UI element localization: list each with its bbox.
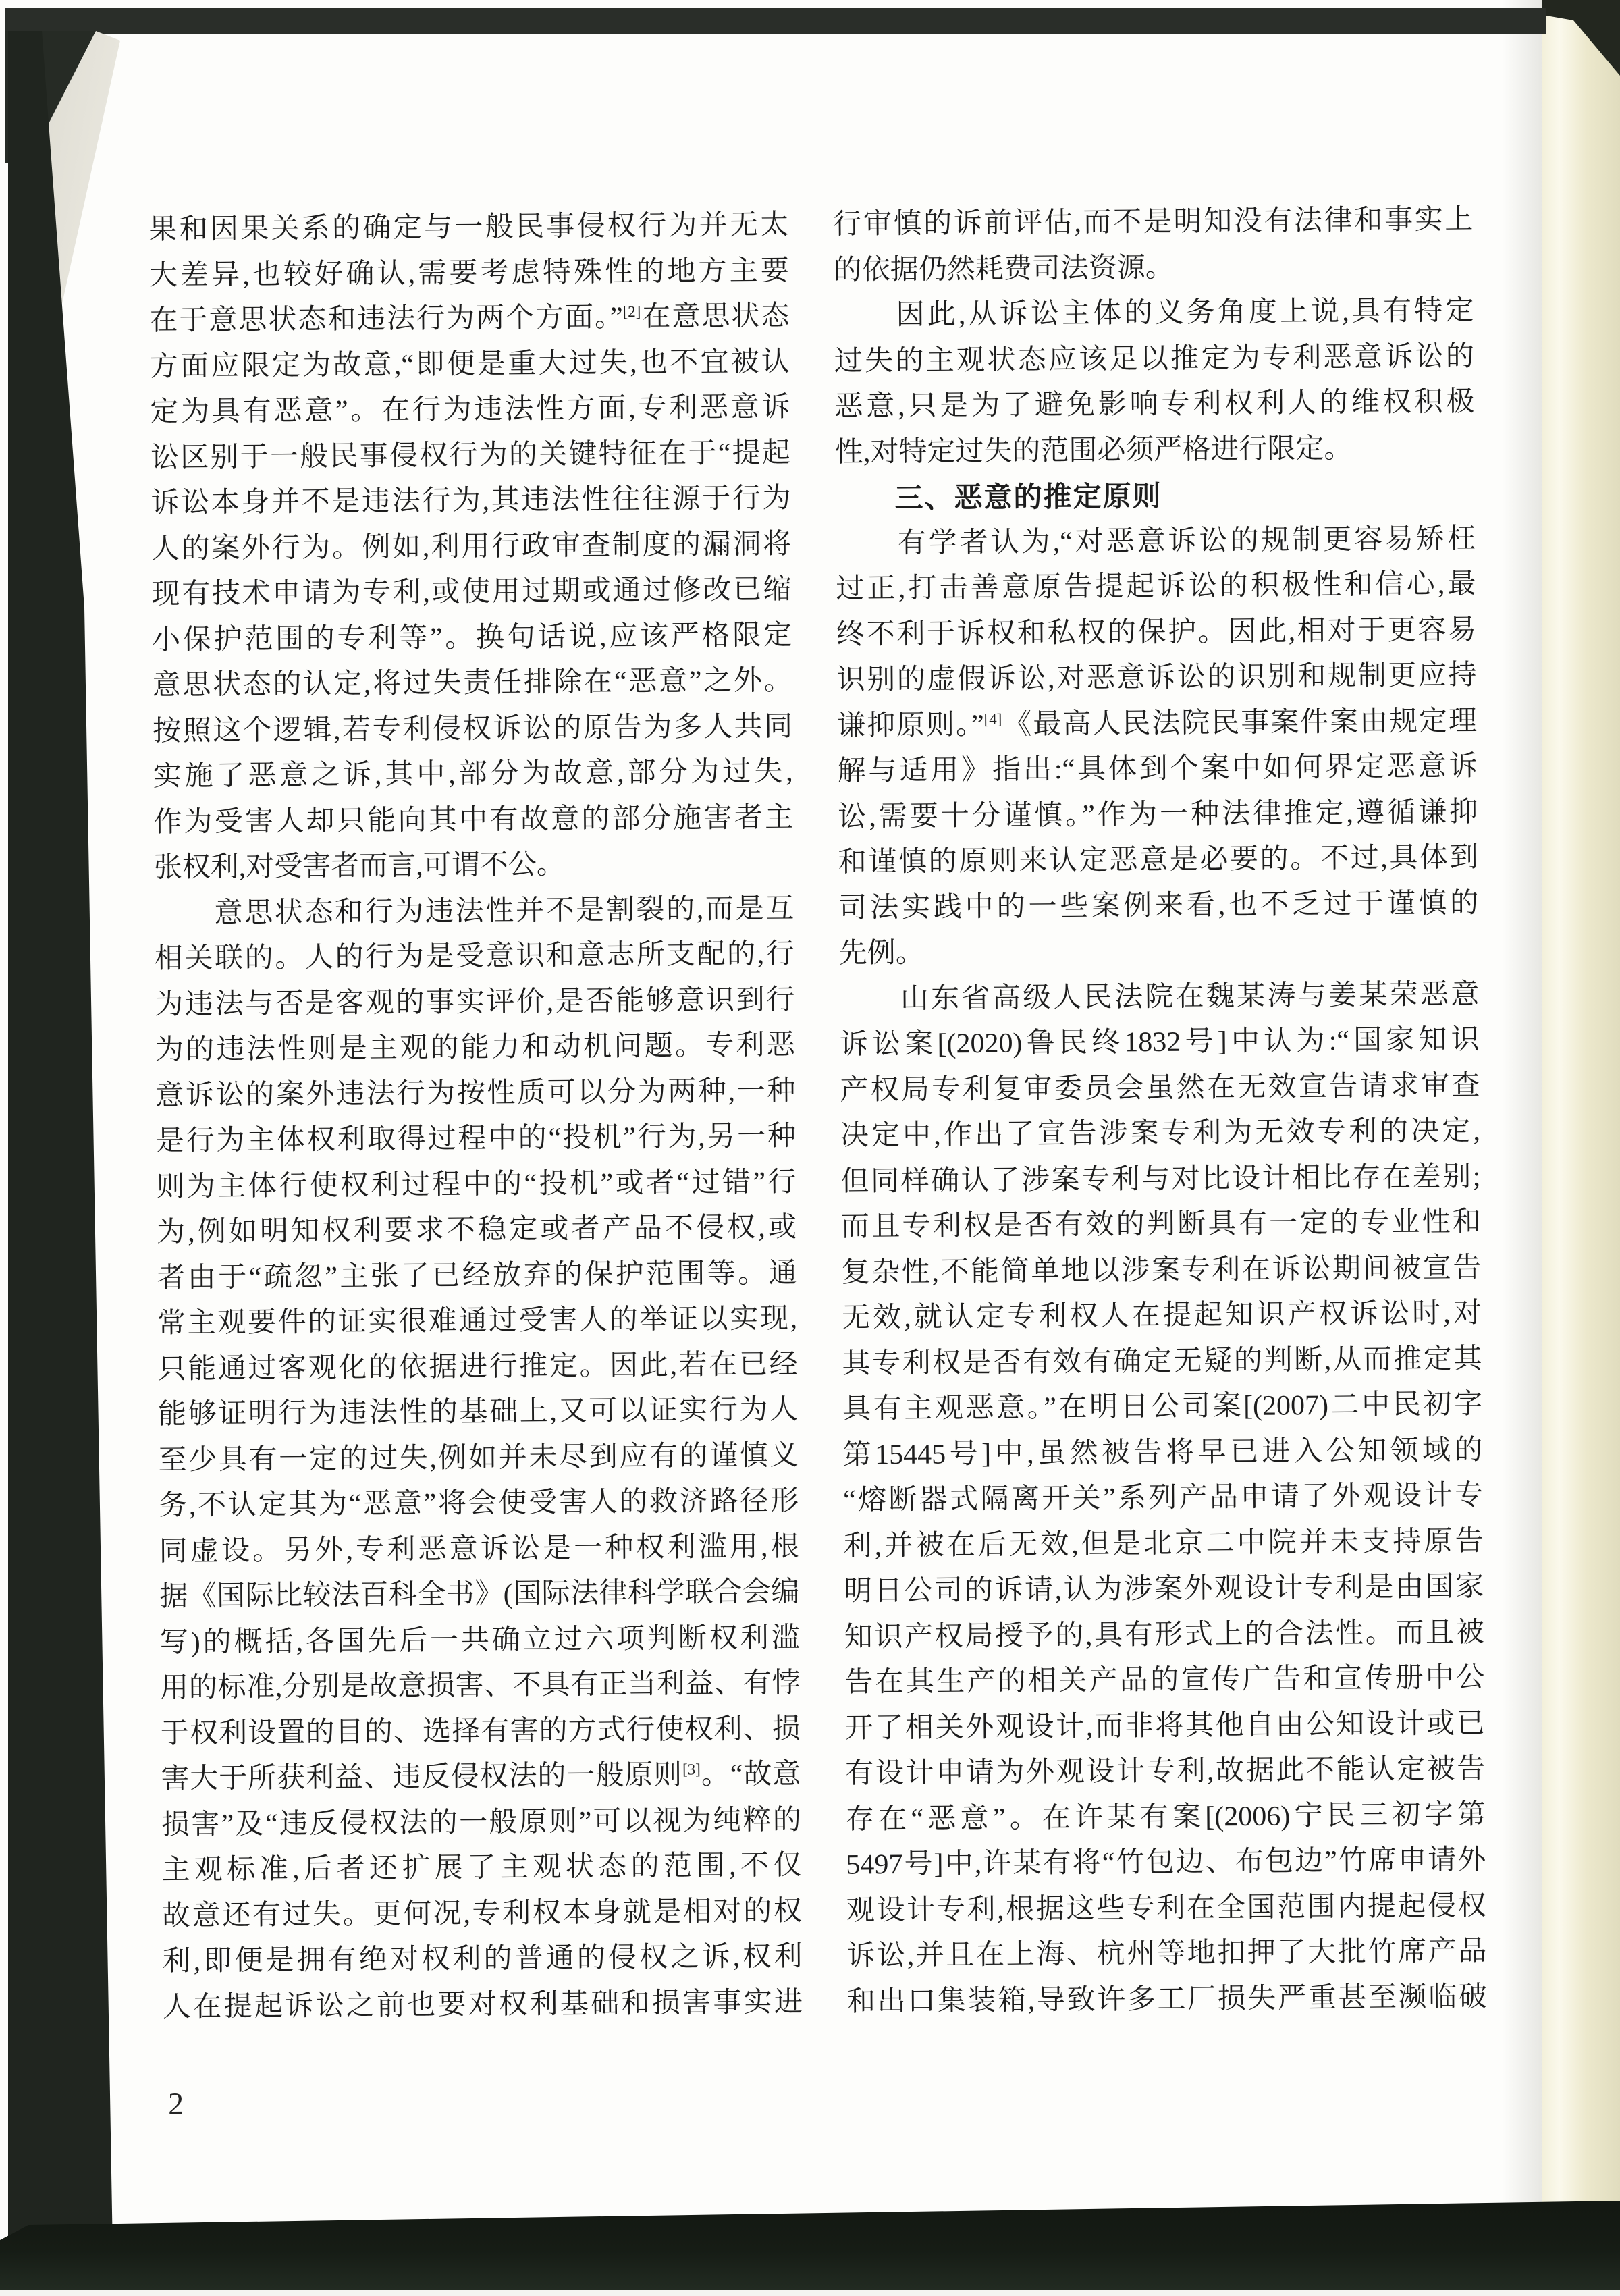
text-line: 为违法与否是客观的事实评价,是否能够意识到行: [155, 984, 795, 1021]
text-line: “熔断器式隔离开关”系列产品申请了外观设计专: [842, 1480, 1484, 1516]
text-line: 至少具有一定的过失,例如并未尽到应有的谨慎义: [158, 1439, 799, 1476]
text-line: 第15445号]中,虽然被告将早已进入公知领域的: [842, 1434, 1483, 1471]
text-line: 在于意思状态和违法行为两个方面。”[2]在意思状态: [149, 300, 790, 337]
text-line: 张权利,对受害者而言,可谓不公。: [153, 849, 565, 884]
text-line: 人在提起诉讼之前也要对权利基础和损害事实进: [162, 1986, 803, 2023]
text-line: 决定中,作出了宣告涉案专利为无效专利的决定,: [840, 1115, 1481, 1152]
text-line: 讼,需要十分谨慎。”作为一种法律推定,遵循谦抑: [838, 796, 1478, 833]
text-line: 过失的主观状态应该足以推定为专利恶意诉讼的: [834, 340, 1475, 377]
text-line: 按照这个逻辑,若专利侵权诉讼的原告为多人共同: [152, 710, 793, 747]
text-line: 有学者认为,“对恶意诉讼的规制更容易矫枉: [835, 523, 1476, 560]
text-line: 的依据仍然耗费司法资源。: [833, 252, 1174, 286]
text-line: 大差异,也较好确认,需要考虑特殊性的地方主要: [148, 255, 790, 292]
text-line: 诉讼本身并不是违法行为,其违法性往往源于行为: [151, 483, 791, 519]
text-line: 诉讼案[(2020)鲁民终1832号]中认为:“国家知识: [839, 1024, 1480, 1061]
text-line: 诉讼,并且在上海、杭州等地扣押了大批竹席产品: [846, 1935, 1487, 1972]
text-line: 5497号]中,许某有将“竹包边、布包边”竹席申请外: [846, 1844, 1486, 1881]
text-line: 意诉讼的案外违法行为按性质可以分为两种,一种: [155, 1075, 796, 1112]
text-line: 解与适用》指出:“具体到个案中如何界定恶意诉: [837, 751, 1478, 787]
text-line: 常主观要件的证实很难通过受害人的举证以实现,: [157, 1303, 798, 1339]
text-line: 定为具有恶意”。在行为违法性方面,专利恶意诉: [150, 392, 790, 428]
text-line: 无效,就认定专利权人在提起知识产权诉讼时,对: [841, 1298, 1482, 1334]
section-heading: 三、恶意的推定原则: [835, 479, 1162, 515]
text-line: 能够证明行为违法性的基础上,又可以证实行为人: [157, 1394, 799, 1431]
text-line: 意思状态的认定,将过失责任排除在“恶意”之外。: [152, 665, 792, 701]
text-line: 只能通过客观化的依据进行推定。因此,若在已经: [157, 1348, 798, 1385]
text-line: 明日公司的诉请,认为涉案外观设计专利是由国家: [844, 1571, 1484, 1607]
text-line: 现有技术申请为专利,或使用过期或通过修改已缩: [151, 574, 792, 610]
text-line: 据《国际比较法百科全书》(国际法律科学联合会编: [159, 1576, 800, 1613]
right-column: [833, 197, 1487, 2025]
text-line: 因此,从诉讼主体的义务角度上说,具有特定: [834, 295, 1474, 331]
text-line: 为,例如明知权利要求不稳定或者产品不侵权,或: [156, 1212, 797, 1248]
text-line: 先例。: [838, 937, 924, 969]
text-line: 利,即便是拥有绝对权利的普通的侵权之诉,权利: [162, 1941, 803, 1977]
text-line: 小保护范围的专利等”。换句话说,应该严格限定: [151, 619, 792, 656]
text-line: 果和因果关系的确定与一般民事侵权行为并无太: [148, 209, 789, 246]
text-line: 为的违法性则是主观的能力和动机问题。专利恶: [155, 1030, 796, 1066]
text-line: 于权利设置的目的、选择有害的方式行使权利、损: [160, 1713, 801, 1750]
text-line: 务,不认定其为“恶意”将会使受害人的救济路径形: [158, 1485, 799, 1522]
text-line: 意思状态和行为违法性并不是割裂的,而是互: [154, 892, 794, 930]
text-line: 有设计申请为外观设计专利,故据此不能认定被告: [845, 1753, 1486, 1790]
text-line: 相关联的。人的行为是受意识和意志所支配的,行: [154, 938, 794, 975]
text-line: 司法实践中的一些案例来看,也不乏过于谨慎的: [838, 887, 1479, 924]
text-line: 终不利于诉权和私权的保护。因此,相对于更容易: [836, 614, 1477, 651]
text-line: 写)的概括,各国先后一共确立过六项判断权利滥: [159, 1622, 800, 1659]
text-line: 则为主体行使权利过程中的“投机”或者“过错”行: [156, 1166, 796, 1203]
text-line: 利,并被在后无效,但是北京二中院并未支持原告: [843, 1525, 1484, 1562]
text-line: 行审慎的诉前评估,而不是明知没有法律和事实上: [833, 204, 1474, 240]
text-line: 但同样确认了涉案专利与对比设计相比存在差别;: [840, 1160, 1481, 1198]
text-line: 讼区别于一般民事侵权行为的关键特征在于“提起: [150, 437, 791, 474]
text-line: 恶意,只是为了避免影响专利权利人的维权积极: [834, 386, 1475, 423]
text-line: 损害”及“违反侵权法的一般原则”可以视为纯粹的: [161, 1804, 802, 1841]
text-line: 告在其生产的相关产品的宣传广告和宣传册中公: [844, 1662, 1485, 1699]
text-line: 性,对特定过失的范围必须严格进行限定。: [834, 433, 1353, 469]
text-line: 故意还有过失。更何况,专利权本身就是相对的权: [161, 1895, 803, 1932]
text-line: 同虚设。另外,专利恶意诉讼是一种权利滥用,根: [159, 1530, 799, 1568]
text-line: 观设计专利,根据这些专利在全国范围内提起侵权: [846, 1890, 1487, 1927]
text-line: 方面应限定为故意,“即便是重大过失,也不宜被认: [149, 346, 790, 383]
text-line: 实施了恶意之诉,其中,部分为故意,部分为过失,: [153, 756, 793, 793]
text-line: 复杂性,不能简单地以涉案专利在诉讼期间被宣告: [841, 1252, 1482, 1289]
text-line: 过正,打击善意原告提起诉讼的积极性和信心,最: [836, 568, 1476, 605]
text-line: 和谨慎的原则来认定恶意是必要的。不过,具体到: [838, 842, 1478, 878]
text-line: 山东省高级人民法院在魏某涛与姜某荣恶意: [839, 978, 1480, 1015]
text-line: 害大于所获利益、违反侵权法的一般原则[3]。“故意: [161, 1759, 801, 1795]
text-line: 而且专利权是否有效的判断具有一定的专业性和: [840, 1206, 1482, 1243]
text-line: 者由于“疏忽”主张了已经放弃的保护范围等。通: [157, 1257, 797, 1294]
text-line: 主观标准,后者还扩展了主观状态的范围,不仅: [161, 1850, 802, 1886]
text-line: 人的案外行为。例如,利用行政审查制度的漏洞将: [151, 528, 792, 565]
text-line: 存在“恶意”。在许某有案[(2006)宁民三初字第: [845, 1798, 1486, 1836]
text-line: 作为受害人却只能向其中有故意的部分施害者主: [153, 801, 794, 838]
text-line: 具有主观恶意。”在明日公司案[(2007)二中民初字: [842, 1389, 1483, 1425]
text-line: 谦抑原则。”[4]《最高人民法院民事案件案由规定理: [836, 705, 1478, 742]
text-line: 是行为主体权利取得过程中的“投机”行为,另一种: [155, 1121, 796, 1157]
text-line: 知识产权局授予的,具有形式上的合法性。而且被: [844, 1616, 1484, 1653]
page-number: 2: [167, 2086, 184, 2121]
text-line: 开了相关外观设计,而非将其他自由公知设计或已: [844, 1707, 1485, 1744]
text-line: 和出口集装箱,导致许多工厂损失严重甚至濒临破: [846, 1981, 1488, 2018]
text-line: 产权局专利复审委员会虽然在无效宣告请求审查: [840, 1069, 1480, 1106]
left-column: [148, 203, 803, 2030]
text-line: 用的标准,分别是故意损害、不具有正当利益、有悖: [160, 1667, 801, 1704]
text-line: 其专利权是否有效有确定无疑的判断,从而推定其: [842, 1343, 1482, 1380]
text-line: 识别的虚假诉讼,对恶意诉讼的识别和规制更应持: [836, 660, 1477, 696]
